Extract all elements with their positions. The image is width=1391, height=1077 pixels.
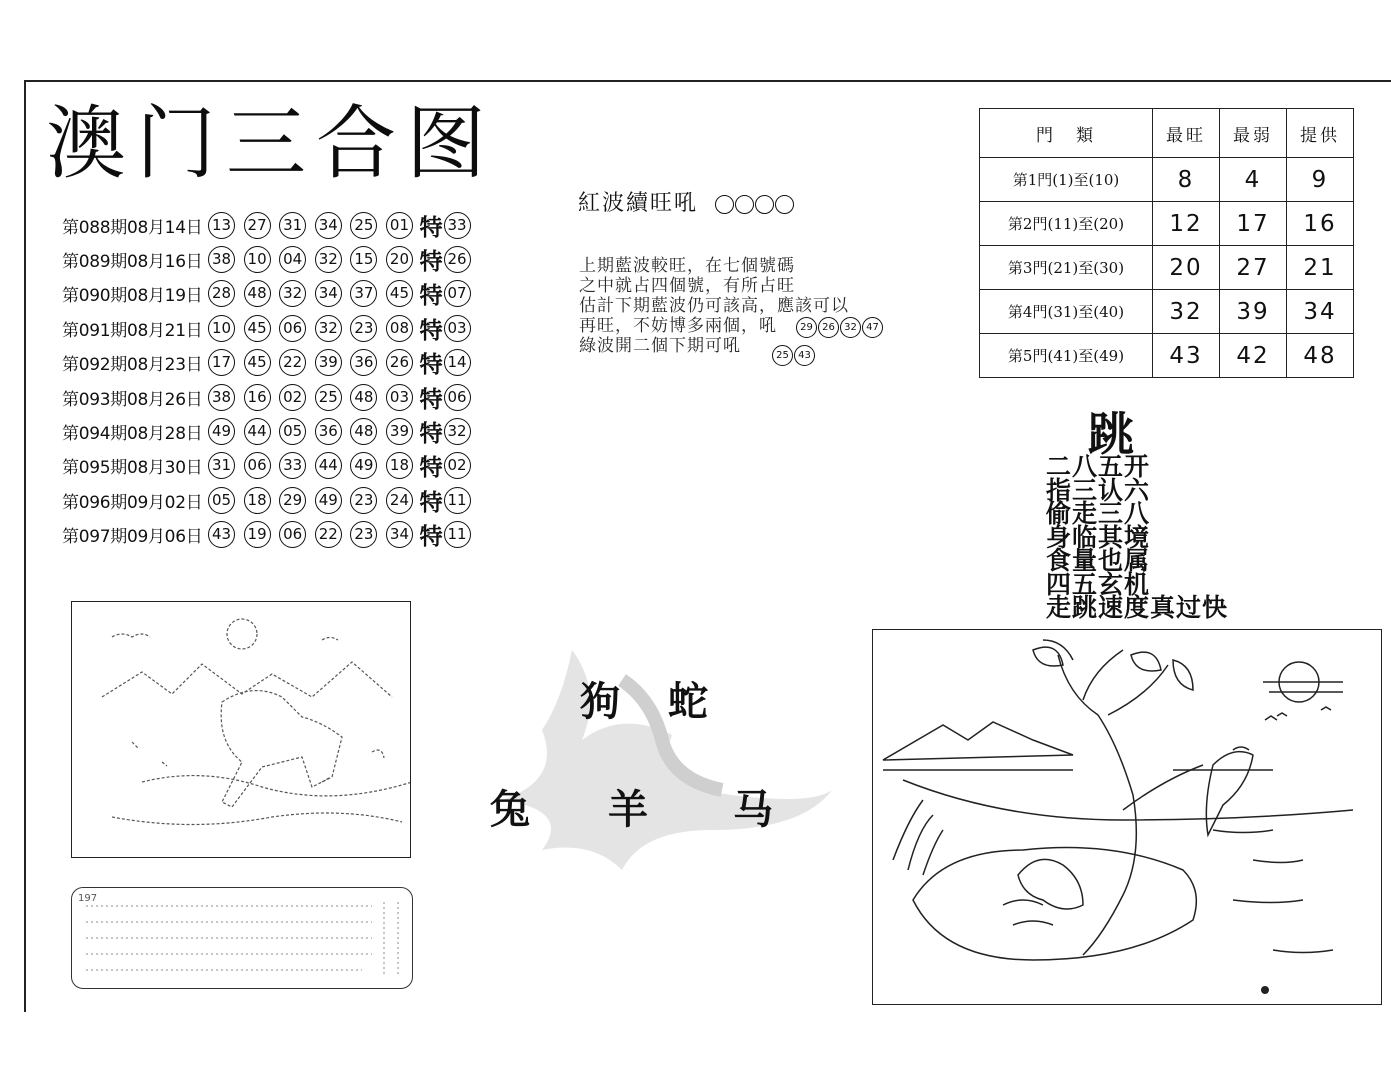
special-ball: 11 [444, 487, 471, 514]
cold-number: 4 [1220, 158, 1287, 202]
poem-line: 二八五开 [1046, 452, 1151, 481]
number-ball: 18 [244, 487, 271, 514]
hot-number: 12 [1153, 202, 1220, 246]
special-label: 特 [419, 421, 443, 448]
zodiac-bottom-2: 羊 [608, 786, 648, 833]
history-row [62, 311, 479, 345]
draw-date-label: 第094期08月28日 [62, 424, 203, 445]
zodiac-top-1: 狗 [580, 678, 620, 725]
history-row [62, 346, 479, 380]
draw-date-label: 第092期08月23日 [62, 355, 203, 376]
page-title: 澳门三合图 [46, 97, 496, 190]
horse-illustration [72, 602, 410, 857]
header-door: 門 類 [980, 109, 1153, 158]
number-ball: 15 [350, 246, 377, 273]
special-label: 特 [419, 249, 443, 276]
number-ball: 13 [208, 212, 235, 239]
special-label: 特 [419, 524, 443, 551]
offer-number: 34 [1287, 290, 1354, 334]
red-ball-group [796, 317, 884, 338]
number-ball: 34 [386, 521, 413, 548]
number-ball: 23 [350, 521, 377, 548]
poem-line: 指三认六 [1046, 475, 1151, 505]
number-ball: 36 [350, 349, 377, 376]
door-range: 第5門(41)至(49) [980, 334, 1153, 378]
hot-number: 20 [1153, 246, 1220, 290]
number-ball: 36 [315, 418, 342, 445]
wave-title: 紅波續旺吼 [578, 191, 699, 216]
number-ball: 48 [350, 384, 377, 411]
number-ball: 37 [350, 280, 377, 307]
cold-number: 42 [1220, 334, 1287, 378]
special-ball: 02 [444, 452, 471, 479]
number-ball: 32 [315, 246, 342, 273]
history-row [62, 449, 479, 483]
zodiac-bottom-1: 兔 [490, 786, 530, 833]
special-ball: 26 [444, 246, 471, 273]
number-ball: 06 [279, 521, 306, 548]
poem-line: 走跳速度真过快 [1046, 593, 1229, 622]
poem-line: 四五玄机 [1046, 569, 1151, 599]
number-ball: 32 [315, 315, 342, 342]
wave-heading [578, 186, 795, 217]
number-ball: 19 [244, 521, 271, 548]
offer-number: 48 [1287, 334, 1354, 378]
special-ball: 06 [444, 384, 471, 411]
cold-number: 27 [1220, 246, 1287, 290]
draw-date-label: 第089期08月16日 [62, 252, 203, 273]
number-ball: 08 [386, 315, 413, 342]
header-offer: 提供 [1287, 109, 1354, 158]
draw-date-label: 第088期08月14日 [62, 217, 203, 238]
offer-number: 9 [1287, 158, 1354, 202]
jump-poem [1046, 452, 1229, 622]
number-ball: 20 [386, 246, 413, 273]
poem-line: 偷走三八 [1046, 499, 1151, 528]
special-label: 特 [419, 214, 443, 241]
hot-number: 43 [1153, 334, 1220, 378]
number-ball: 22 [279, 349, 306, 376]
number-ball: 22 [315, 521, 342, 548]
wave-circles [715, 195, 795, 214]
number-ball: 06 [244, 452, 271, 479]
hot-number: 8 [1153, 158, 1220, 202]
horse-picture [71, 601, 411, 858]
number-ball: 23 [350, 315, 377, 342]
number-ball: 01 [386, 212, 413, 239]
draw-date-label: 第093期08月26日 [62, 389, 203, 410]
special-label: 特 [419, 352, 443, 379]
number-ball: 39 [386, 418, 413, 445]
history-row [62, 208, 479, 242]
mini-ball: 25 [772, 345, 793, 366]
header-hot: 最旺 [1153, 109, 1220, 158]
offer-number: 16 [1287, 202, 1354, 246]
history-row [62, 414, 479, 448]
draw-date-label: 第096期09月02日 [62, 492, 203, 513]
poem-line: 身临其境 [1046, 522, 1151, 552]
number-ball: 33 [279, 452, 306, 479]
door-range: 第4門(31)至(40) [980, 290, 1153, 334]
door-range: 第2門(11)至(20) [980, 202, 1153, 246]
number-ball: 32 [279, 280, 306, 307]
mini-ball: 47 [862, 317, 883, 338]
mini-ball: 43 [794, 345, 815, 366]
number-ball: 04 [279, 246, 306, 273]
green-ball-group [772, 345, 816, 366]
number-ball: 10 [208, 315, 235, 342]
number-ball: 45 [386, 280, 413, 307]
special-ball: 14 [444, 349, 471, 376]
zodiac-bottom-3: 马 [733, 786, 773, 833]
number-ball: 26 [386, 349, 413, 376]
door-range: 第1門(1)至(10) [980, 158, 1153, 202]
number-ball: 45 [244, 349, 271, 376]
cold-number: 17 [1220, 202, 1287, 246]
mini-ball: 26 [818, 317, 839, 338]
number-ball: 44 [244, 418, 271, 445]
draw-history [62, 208, 479, 552]
hot-number: 32 [1153, 290, 1220, 334]
number-ball: 24 [386, 487, 413, 514]
number-ball: 10 [244, 246, 271, 273]
scroll-texture [72, 888, 412, 988]
number-ball: 25 [350, 212, 377, 239]
number-ball: 38 [208, 384, 235, 411]
number-ball: 18 [386, 452, 413, 479]
special-label: 特 [419, 489, 443, 516]
history-row [62, 277, 479, 311]
number-ball: 05 [279, 418, 306, 445]
door-table [979, 108, 1354, 378]
draw-date-label: 第090期08月19日 [62, 286, 203, 307]
jump-title: 跳 [1088, 407, 1134, 461]
number-ball: 43 [208, 521, 235, 548]
special-ball: 07 [444, 280, 471, 307]
number-ball: 48 [244, 280, 271, 307]
number-ball: 31 [208, 452, 235, 479]
scroll-note-box [71, 887, 413, 989]
header-cold: 最弱 [1220, 109, 1287, 158]
history-row [62, 483, 479, 517]
special-ball: 33 [444, 212, 471, 239]
bird-frog-picture [872, 629, 1382, 1005]
number-ball: 34 [315, 212, 342, 239]
number-ball: 31 [279, 212, 306, 239]
number-ball: 28 [208, 280, 235, 307]
zodiac-top-2: 蛇 [668, 678, 708, 725]
door-row [980, 202, 1354, 246]
number-ball: 17 [208, 349, 235, 376]
special-label: 特 [419, 317, 443, 344]
door-row [980, 334, 1354, 378]
number-ball: 49 [208, 418, 235, 445]
number-ball: 23 [350, 487, 377, 514]
mini-ball: 29 [796, 317, 817, 338]
door-row [980, 158, 1354, 202]
brush-background [462, 640, 832, 880]
special-label: 特 [419, 283, 443, 310]
number-ball: 49 [315, 487, 342, 514]
draw-date-label: 第095期08月30日 [62, 458, 203, 479]
number-ball: 48 [350, 418, 377, 445]
special-label: 特 [419, 455, 443, 482]
wave-note: 上期藍波較旺，在七個號碼 之中就占四個號，有所占旺 估計下期藍波仍可該高，應該可以 再旺，不妨博多兩個，吼 綠波開二個下期可吼 [579, 256, 849, 356]
history-row [62, 242, 479, 276]
cold-number: 39 [1220, 290, 1287, 334]
poem-line: 食量也属 [1046, 546, 1151, 575]
special-ball: 32 [444, 418, 471, 445]
draw-date-label: 第091期08月21日 [62, 320, 203, 341]
bird-frog-illustration [873, 630, 1381, 1004]
number-ball: 49 [350, 452, 377, 479]
number-ball: 44 [315, 452, 342, 479]
number-ball: 27 [244, 212, 271, 239]
number-ball: 02 [279, 384, 306, 411]
door-row [980, 290, 1354, 334]
history-row [62, 380, 479, 414]
number-ball: 45 [244, 315, 271, 342]
number-ball: 06 [279, 315, 306, 342]
door-range: 第3門(21)至(30) [980, 246, 1153, 290]
special-ball: 11 [444, 521, 471, 548]
special-ball: 03 [444, 315, 471, 342]
number-ball: 38 [208, 246, 235, 273]
number-ball: 16 [244, 384, 271, 411]
number-ball: 29 [279, 487, 306, 514]
number-ball: 39 [315, 349, 342, 376]
history-row [62, 518, 479, 552]
number-ball: 05 [208, 487, 235, 514]
number-ball: 34 [315, 280, 342, 307]
offer-number: 21 [1287, 246, 1354, 290]
number-ball: 25 [315, 384, 342, 411]
number-ball: 03 [386, 384, 413, 411]
mini-ball: 32 [840, 317, 861, 338]
scroll-number: 197 [78, 893, 98, 904]
draw-date-label: 第097期09月06日 [62, 527, 203, 548]
door-row [980, 246, 1354, 290]
special-label: 特 [419, 386, 443, 413]
